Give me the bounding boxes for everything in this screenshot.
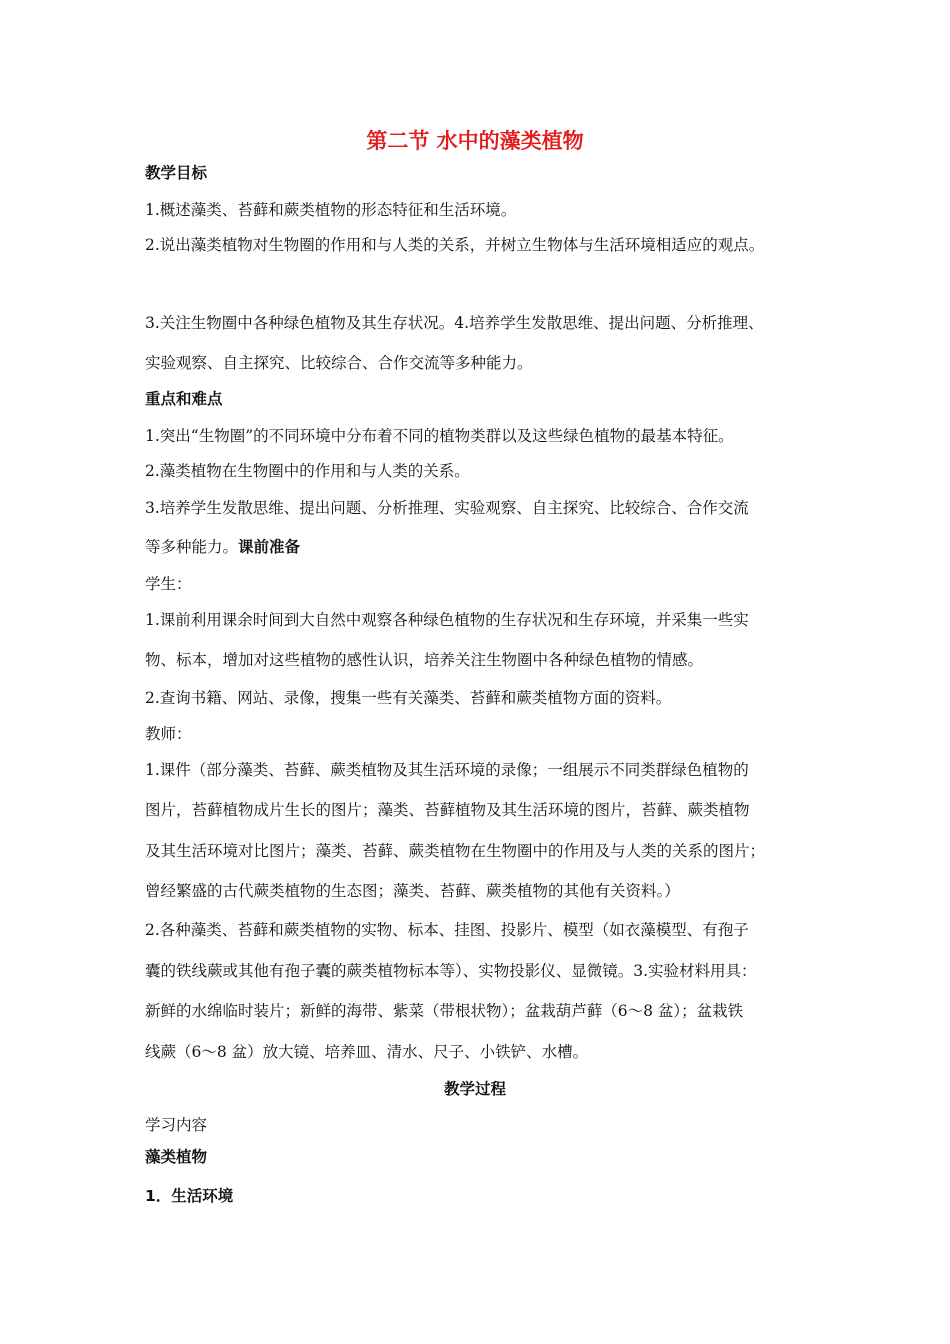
teacher-item-1: 1.课件（部分藻类、苔藓、蕨类植物及其生活环境的录像；一组展示不同类群绿色植物的: [145, 761, 749, 779]
heading-preparation: 课前准备: [238, 538, 301, 556]
teacher-item-2-line2: 囊的铁线蕨或其他有孢子囊的蕨类植物标本等）、实物投影仪、显微镜。3.实验材料用具：: [145, 962, 757, 980]
heading-algae: 藻类植物: [145, 1148, 208, 1166]
heading-process: 教学过程: [443, 1080, 506, 1098]
teacher-item-1-line2: 图片，苔藓植物成片生长的图片；藻类、苔藓植物及其生活环境的图片，苔藓、蕨类植物: [145, 801, 750, 819]
heading-key-points: 重点和难点: [145, 390, 223, 408]
student-item-2: 2.查询书籍、网站、录像，搜集一些有关藻类、苔藓和蕨类植物方面的资料。: [145, 689, 672, 707]
teacher-item-1-line3: 及其生活环境对比图片；藻类、苔藓、蕨类植物在生物圈中的作用及与人类的关系的图片；: [145, 842, 766, 860]
teacher-item-2-line3: 新鲜的水绵临时装片；新鲜的海带、紫菜（带根状物）；盆栽葫芦藓（6～8 盆）；盆栽铁: [145, 1002, 744, 1020]
page-title: 第二节 水中的藻类植物: [366, 129, 584, 153]
teacher-item-2: 2.各种藻类、苔藓和蕨类植物的实物、标本、挂图、投影片、模型（如衣藻模型、有孢子: [145, 921, 749, 939]
objective-3-4: 3.关注生物圈中各种绿色植物及其生存状况。4.培养学生发散思维、提出问题、分析推理、: [145, 314, 764, 332]
heading-habitat: 1．生活环境: [145, 1187, 234, 1205]
student-label: 学生：: [145, 575, 192, 593]
objective-4-cont: 实验观察、自主探究、比较综合、合作交流等多种能力。: [145, 354, 533, 372]
key-point-3-cont: [145, 537, 300, 557]
content-label: 学习内容: [145, 1116, 208, 1134]
key-point-2: 2.藻类植物在生物圈中的作用和与人类的关系。: [145, 462, 470, 480]
key-point-1: 1.突出“生物圈”的不同环境中分布着不同的植物类群以及这些绿色植物的最基本特征。: [145, 427, 734, 445]
teacher-item-2-line4: 线蕨（6～8 盆）放大镜、培养皿、清水、尺子、小铁铲、水槽。: [145, 1043, 589, 1061]
teacher-label: 教师：: [145, 725, 192, 743]
objective-1: 1.概述藻类、苔藓和蕨类植物的形态特征和生活环境。: [145, 201, 517, 219]
heading-objectives: 教学目标: [145, 164, 208, 182]
key-point-3: 3.培养学生发散思维、提出问题、分析推理、实验观察、自主探究、比较综合、合作交流: [145, 499, 749, 517]
student-item-1-cont: 物、标本，增加对这些植物的感性认识，培养关注生物圈中各种绿色植物的情感。: [145, 651, 704, 669]
objective-2: 2.说出藻类植物对生物圈的作用和与人类的关系，并树立生物体与生活环境相适应的观点。: [145, 236, 765, 254]
key-point-3-tail: 等多种能力。: [145, 538, 239, 556]
teacher-item-1-line4: 曾经繁盛的古代蕨类植物的生态图；藻类、苔藓、蕨类植物的其他有关资料。）: [145, 882, 680, 900]
student-item-1: 1.课前利用课余时间到大自然中观察各种绿色植物的生存状况和生存环境，并采集一些实: [145, 611, 749, 629]
